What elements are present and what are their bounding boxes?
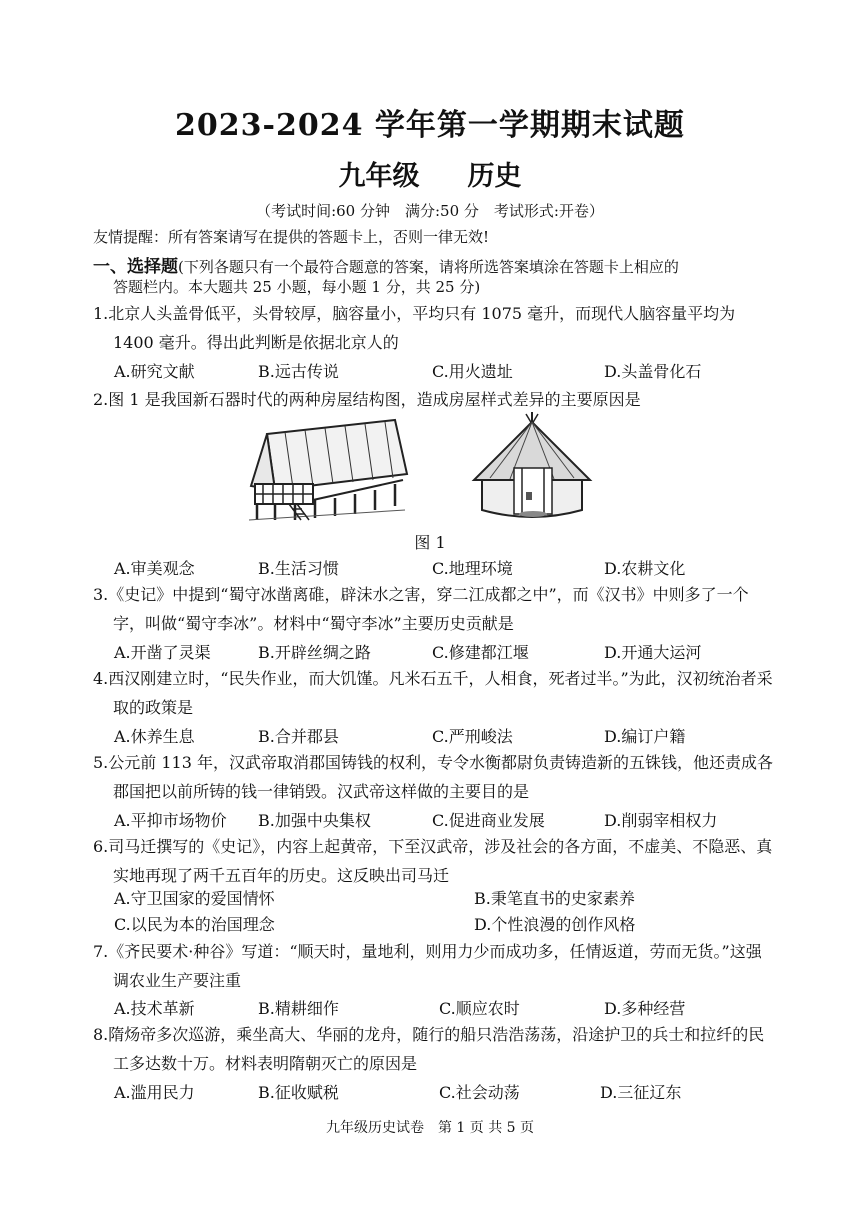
option-a[interactable]: A.研究文献 (114, 362, 195, 381)
option-d[interactable]: D.头盖骨化石 (604, 362, 702, 381)
option-c[interactable]: C.用火遗址 (432, 362, 513, 381)
question-6-options-row2 (114, 912, 774, 938)
question-1 (93, 299, 773, 357)
question-stem: 2.图 1 是我国新石器时代的两种房屋结构图，造成房屋样式差异的主要原因是 (93, 390, 641, 409)
section-1-header (93, 252, 679, 277)
option-d[interactable]: D.削弱宰相权力 (604, 811, 718, 830)
option-c[interactable]: C.修建都江堰 (432, 643, 529, 662)
question-stem: 1.北京人头盖骨低平，头骨较厚，脑容量小，平均只有 1075 毫升，而现代人脑容量平均为 1400 毫升。得出此判断是依据北京人的 (93, 304, 736, 352)
option-b[interactable]: B.秉笔直书的史家素养 (474, 889, 635, 908)
option-d[interactable]: D.多种经营 (604, 999, 686, 1018)
question-stem: 7.《齐民要术·种谷》写道：“顺天时，量地利，则用力少而成功多，任情返道，劳而无货。”这强调农业生产要注重 (93, 942, 762, 990)
option-b[interactable]: B.开辟丝绸之路 (258, 643, 371, 662)
round-hut-illustration (470, 410, 595, 525)
option-d[interactable]: D.编订户籍 (604, 727, 686, 746)
option-c[interactable]: C.促进商业发展 (432, 811, 545, 830)
stilt-house-illustration (245, 414, 410, 524)
option-d[interactable]: D.开通大运河 (604, 643, 702, 662)
question-1-options (114, 359, 774, 385)
question-6-options-row1 (114, 886, 774, 912)
reminder: 友情提醒：所有答案请写在提供的答题卡上，否则一律无效! (93, 228, 490, 246)
question-6 (93, 832, 773, 890)
question-stem: 3.《史记》中提到“蜀守冰凿离碓，辟沫水之害，穿二江成都之中”，而《汉书》中则多了一个字，叫做“蜀守李冰”。材料中“蜀守李冰”主要历史贡献是 (93, 585, 749, 633)
option-c[interactable]: C.地理环境 (432, 559, 513, 578)
question-3 (93, 580, 773, 638)
question-stem: 8.隋炀帝多次巡游，乘坐高大、华丽的龙舟，随行的船只浩浩荡荡，沿途护卫的兵士和拉纤的民工多达数十万。材料表明隋朝灭亡的原因是 (93, 1025, 765, 1073)
option-a[interactable]: A.滥用民力 (114, 1083, 195, 1102)
question-stem: 6.司马迁撰写的《史记》，内容上起黄帝，下至汉武帝，涉及社会的各方面，不虚美、不隐恶、真实地再现了两千五百年的历史。这反映出司马迁 (93, 837, 773, 885)
question-7-options (114, 996, 774, 1022)
option-c[interactable]: C.顺应农时 (439, 999, 520, 1018)
option-d[interactable]: D.农耕文化 (604, 559, 686, 578)
option-b[interactable]: B.加强中央集权 (258, 811, 371, 830)
question-5 (93, 748, 773, 806)
option-b[interactable]: B.精耕细作 (258, 999, 339, 1018)
exam-subtitle (0, 154, 860, 193)
option-d[interactable]: D.三征辽东 (600, 1083, 682, 1102)
question-4 (93, 664, 773, 722)
question-8-options (114, 1080, 774, 1106)
option-b[interactable]: B.远古传说 (258, 362, 339, 381)
option-a[interactable]: A.休养生息 (114, 727, 195, 746)
section-note-cont: 答题栏内。本大题共 25 小题，每小题 1 分，共 25 分) (113, 278, 481, 296)
option-d[interactable]: D.个性浪漫的创作风格 (474, 915, 636, 934)
option-a[interactable]: A.审美观念 (114, 559, 195, 578)
figure-caption: 图 1 (414, 533, 446, 552)
question-stem: 4.西汉刚建立时，“民失作业，而大饥馑。凡米石五千，人相食，死者过半。”为此，汉初统治者采取的政策是 (93, 669, 773, 717)
exam-title: 2023-2024 学年第一学期期末试题 (175, 108, 685, 143)
option-b[interactable]: B.合并郡县 (258, 727, 339, 746)
question-2 (93, 385, 773, 414)
question-4-options (114, 724, 774, 750)
option-c[interactable]: C.以民为本的治国理念 (114, 915, 275, 934)
question-8 (93, 1020, 773, 1078)
option-b[interactable]: B.生活习惯 (258, 559, 339, 578)
option-c[interactable]: C.社会动荡 (439, 1083, 520, 1102)
option-a[interactable]: A.平抑市场物价 (114, 811, 227, 830)
question-5-options (114, 808, 774, 834)
option-b[interactable]: B.征收赋税 (258, 1083, 339, 1102)
option-a[interactable]: A.开凿了灵渠 (114, 643, 211, 662)
option-a[interactable]: A.技术革新 (114, 999, 195, 1018)
option-a[interactable]: A.守卫国家的爱国情怀 (114, 889, 275, 908)
subject-label: 历史 (467, 161, 522, 192)
page-footer: 九年级历史试卷 第 1 页 共 5 页 (325, 1120, 535, 1136)
grade-label: 九年级 (338, 161, 420, 192)
section-heading: 一、选择题 (93, 257, 178, 277)
question-stem: 5.公元前 113 年，汉武帝取消郡国铸钱的权利，专令水衡都尉负责铸造新的五铢钱，他还责成各郡国把以前所铸的钱一律销毁。汉武帝这样做的主要目的是 (93, 753, 773, 801)
question-3-options (114, 640, 774, 666)
exam-info: （考试时间:60 分钟 满分:50 分 考试形式:开卷） (256, 202, 604, 220)
question-2-options (114, 556, 774, 582)
section-note: (下列各题只有一个最符合题意的答案，请将所选答案填涂在答题卡上相应的 (178, 258, 679, 276)
option-c[interactable]: C.严刑峻法 (432, 727, 513, 746)
question-7 (93, 937, 773, 995)
